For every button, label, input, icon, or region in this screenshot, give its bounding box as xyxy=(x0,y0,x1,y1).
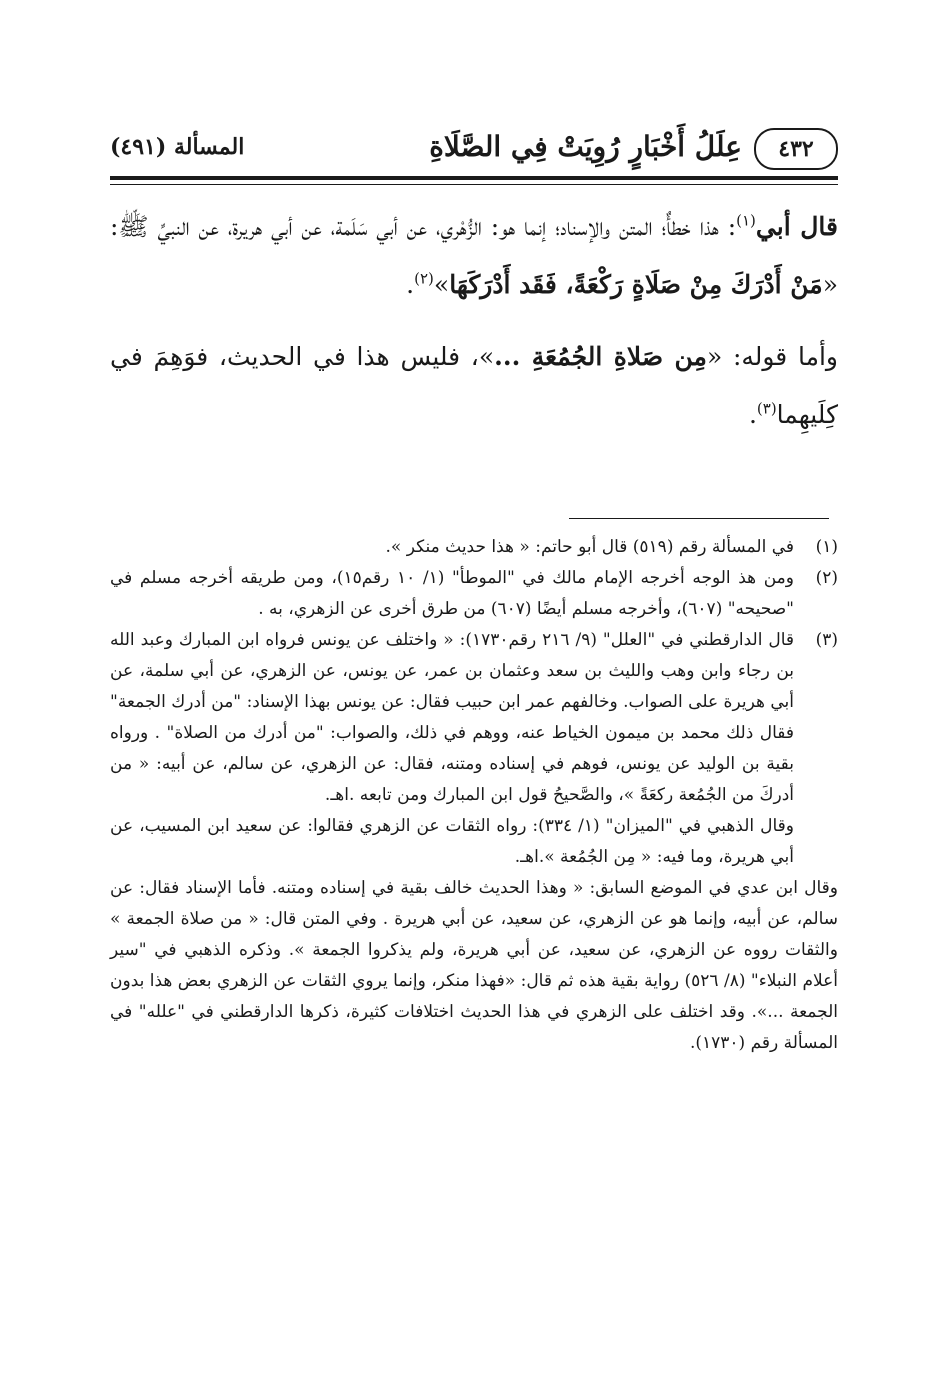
main-text-segment: »، فليس هذا في الحديث، فوَهِمَ في كِلَيهِما xyxy=(110,342,838,429)
main-paragraph-2 xyxy=(110,328,838,444)
footnote-text: في المسألة رقم (٥١٩) قال أبو حاتم: « هذا حديث منكر ». xyxy=(385,537,794,557)
main-text xyxy=(110,198,838,444)
book-title: عِلَلُ أَخْبَارٍ رُوِيَتْ فِي الصَّلَاةِ xyxy=(429,130,742,163)
page-header xyxy=(110,118,838,180)
footnote-ref-1[interactable]: (١) xyxy=(736,211,756,230)
speaker: قال أبي xyxy=(755,212,838,241)
footnotes xyxy=(110,532,838,1059)
footnote-text: قال الدارقطني في "العلل" (٩/ ٢١٦ رقم١٧٣٠): « واختلف عن يونس فرواه ابن المبارك وعبد الله بن رجاء وابن وهب والليث بن سعد وعثمان بن عمر، عن يونس، عن الزهري، عن أبي سلمة، عن أبي هريرة على الصواب. وخالفهم عمر ابن حبيب فقال: عن يونس بهذا الإسناد: "من أدرك الجمعة" فقال ذلك محمد بن ميمون الخياط عنه، ووهم في ذلك، والصواب: "من أدرك من الصلاة" . ورواه بقية بن الوليد عن يونس، فوهم في إسناده ومتنه، فقال: عن الزهري، عن سالم، عن أبيه: « من أدركَ من الجُمُعة ركعَةً »، والصَّحيحُ قول ابن المبارك ومن تابعه .اهـ. xyxy=(110,630,795,805)
main-paragraph-1 xyxy=(110,198,838,314)
page-number: ٤٣٢ xyxy=(754,128,838,170)
footnote-continuation: وقال ابن عدي في الموضع السابق: « وهذا الحديث خالف بقية في إسناده ومتنه. فأما الإسناد فقال: عن سالم، عن أبيه، وإنما هو عن الزهري، عن سعيد، عن أبي هريرة . وفي المتن قال: « من صلاة الجمعة » والثقات رووه عن الزهري، عن سعيد، عن أبي هريرة، ولم يذكروا الجمعة ». وذكره الذهبي في "سير أعلام النبلاء" (٨/ ٥٢٦) رواية بقية هذه ثم قال: «فهذا منكر، وإنما يروي الثقات عن الزهري بعض هذا بدون الجمعة ...». وقد اختلف على الزهري في هذا الحديث اختلافات كثيرة، ذكرها الدارقطني في "علله" في المسألة رقم (١٧٣٠). xyxy=(110,878,838,1053)
footnote-text: ومن هذ الوجه أخرجه الإمام مالك في "الموطأ" (١/ ١٠ رقم١٥)، ومن طريقه أخرجه مسلم في "صحيحه" (٦٠٧)، وأخرجه مسلم أيضًا (٦٠٧) من طرق أخرى عن الزهري، به . xyxy=(110,568,794,619)
header-rule-thin xyxy=(110,184,838,185)
footnote-text: وقال الذهبي في "الميزان" (١/ ٣٣٤): رواه الثقات عن الزهري فقالوا: عن سعيد ابن المسيب، عن أبي هريرة، وما فيه: « مِن الجُمُعة ».اهـ. xyxy=(110,816,794,867)
quote-close: » xyxy=(433,270,450,299)
period: . xyxy=(748,400,757,429)
issue-label: المسألة (٤٩١) xyxy=(110,134,245,160)
footnote-separator xyxy=(569,518,829,519)
footnote-3 xyxy=(110,625,838,873)
header-rule-thick xyxy=(110,176,838,180)
footnote-number: (١) xyxy=(815,537,838,557)
footnote-number: (٣) xyxy=(815,630,838,650)
footnote-number: (٢) xyxy=(815,568,838,588)
footnote-ref-3[interactable]: (٣) xyxy=(756,399,777,418)
quoted-phrase: مِن صَلاةِ الجُمُعَةِ ... xyxy=(494,342,707,371)
hadith-text: مَنْ أَدْرَكَ مِنْ صَلَاةٍ رَكْعَةً، فَقَد أَدْرَكَهَا xyxy=(449,270,823,299)
main-text-segment: وأما قوله: « xyxy=(706,342,838,371)
main-text-segment: : هذا خطأٌ؛ المتن والإسناد؛ إنما هو: الزُّهْري، عن أبي سَلَمة، عن أبي هريرة، عن النبيِّ ﷺ: « xyxy=(110,212,838,299)
footnote-ref-2[interactable]: (٢) xyxy=(414,269,434,288)
footnote-2 xyxy=(110,563,838,625)
period: . xyxy=(406,270,415,299)
footnote-1 xyxy=(110,532,838,563)
